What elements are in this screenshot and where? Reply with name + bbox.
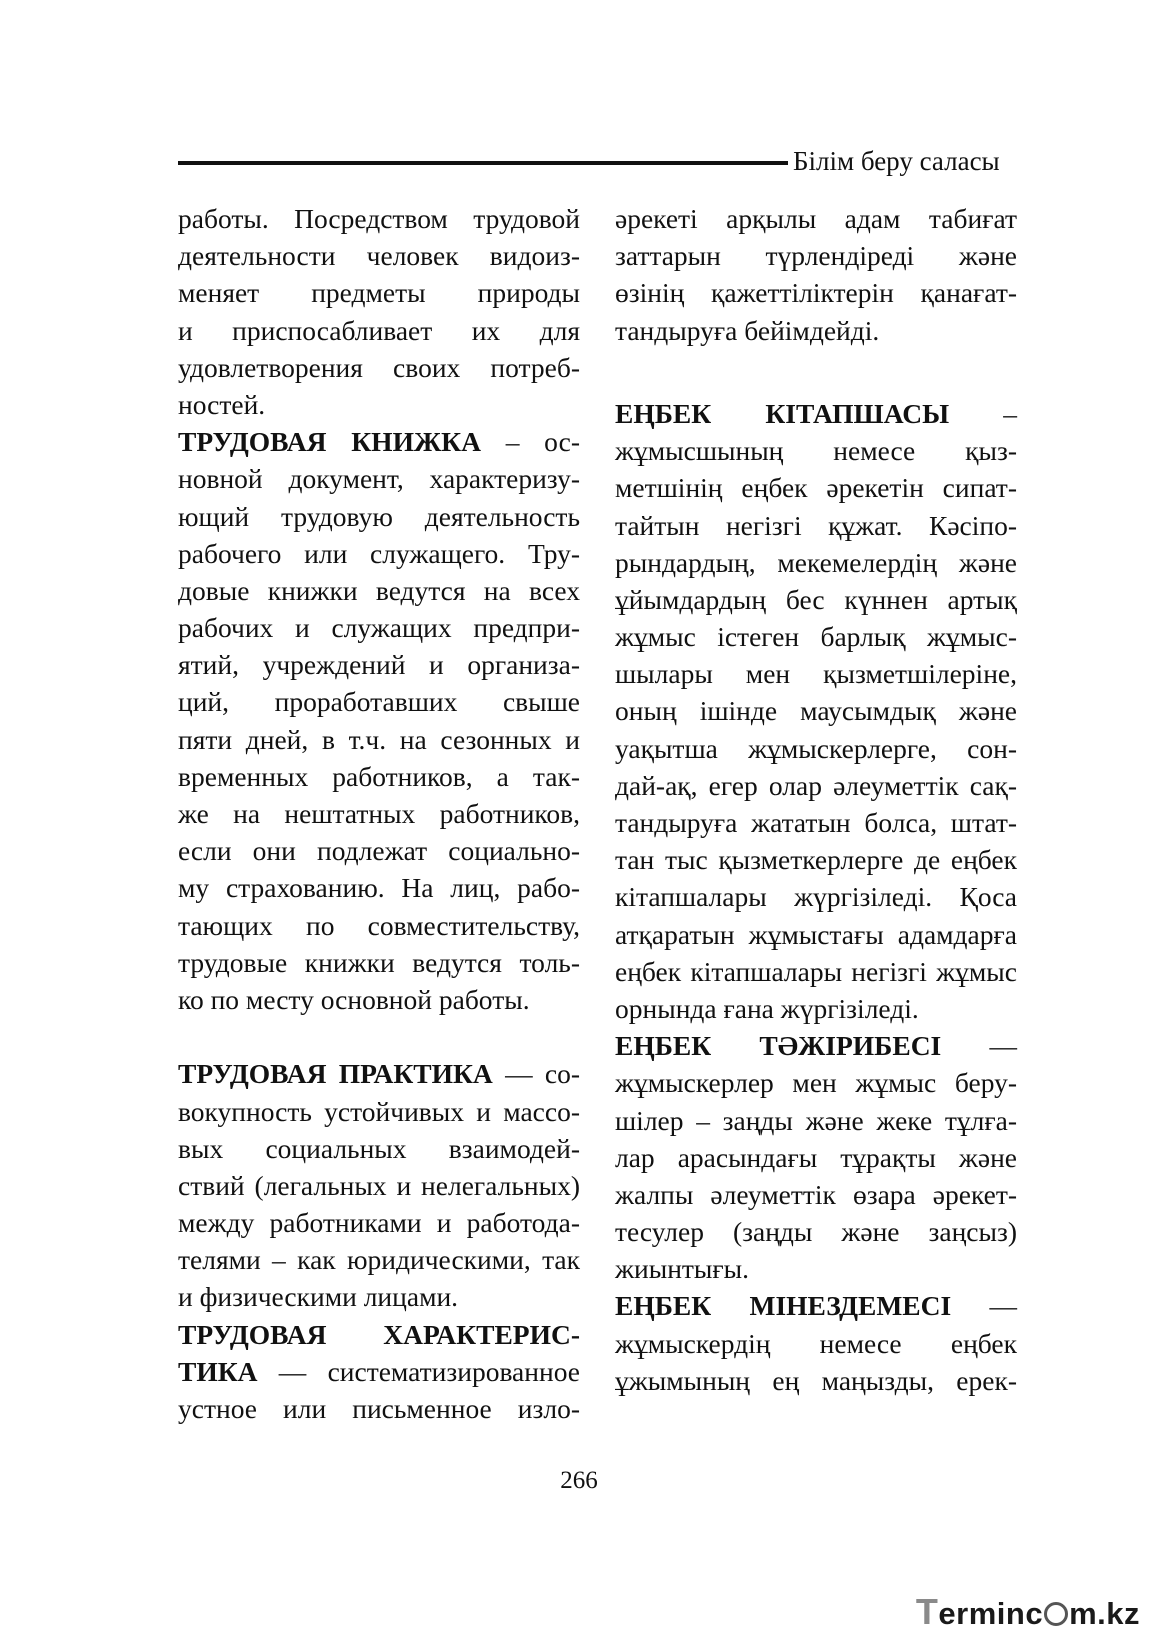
- text-line: заттарын түрлендіреді және: [615, 240, 1017, 272]
- text-line: тающих по совместительству,: [178, 909, 580, 941]
- paragraph-gap: [615, 386, 1017, 395]
- watermark-text-start: erminc: [938, 1596, 1044, 1631]
- text-line: рабочих и служащих предпри-: [178, 612, 580, 644]
- text-line: довые книжки ведутся на всех: [178, 574, 580, 606]
- text-line: новной документ, характеризу-: [178, 463, 580, 495]
- site-watermark: [915, 1591, 1140, 1632]
- entry-heading-line: [178, 1316, 580, 1353]
- text-line: жұмысшының немесе қыз-: [615, 435, 1017, 467]
- text-line: вых социальных взаимодей-: [178, 1132, 580, 1164]
- text-line: ұйымдардың бес күннен артық: [615, 583, 1017, 615]
- left-column-russian: [178, 200, 580, 1427]
- entry-term: ЕҢБЕК КІТАПШАСЫ: [615, 397, 950, 429]
- text-line: ностей.: [178, 388, 266, 420]
- entry-term: ТИКА: [178, 1355, 258, 1387]
- entry-heading-line: [615, 1027, 1017, 1064]
- text-line: удовлетворения своих потреб-: [178, 351, 580, 383]
- right-column-kazakh: [615, 200, 1017, 1399]
- text-line: устное или письменное изло-: [178, 1393, 580, 1424]
- watermark-initial: T: [915, 1591, 939, 1632]
- entry-term: ТРУДОВАЯ ХАРАКТЕРИС-: [178, 1318, 580, 1350]
- text-line: ющий трудовую деятельность: [178, 500, 580, 532]
- text-line: работы. Посредством трудовой: [178, 203, 580, 234]
- text-line: и приспосабливает их для: [178, 314, 580, 346]
- text-line: жиынтығы.: [615, 1253, 750, 1285]
- text-line: деятельности человек видоиз-: [178, 240, 580, 272]
- text-line: ятий, учреждений и организа-: [178, 649, 580, 681]
- watermark-ring-icon: [1044, 1602, 1068, 1626]
- text-line: ций, проработавших свыше: [178, 686, 580, 718]
- text-line: дай-ақ, егер олар әлеуметтік сақ-: [615, 769, 1017, 801]
- text-line: оның ішінде маусымдық және: [615, 695, 1017, 727]
- text-line: тайтын негізгі құжат. Кәсіпо-: [615, 509, 1017, 541]
- entry-term: ЕҢБЕК ТӘЖІРИБЕСІ: [615, 1030, 942, 1062]
- text-line: меняет предметы природы: [178, 277, 580, 309]
- text-line: трудовые книжки ведутся толь-: [178, 946, 580, 978]
- entry-term: ЕҢБЕК МІНЕЗДЕМЕСІ: [615, 1290, 952, 1322]
- text-line: вокупность устойчивых и массо-: [178, 1095, 580, 1127]
- text-line: если они подлежат социально-: [178, 835, 580, 867]
- text-line: ко по месту основной работы.: [178, 983, 530, 1015]
- text-line: өзінің қажеттіліктерін қанағат-: [615, 277, 1017, 309]
- text-line: еңбек кітапшалары негізгі жұмыс: [615, 955, 1017, 987]
- entry-heading-line: [615, 1287, 1017, 1324]
- page-number: 266: [560, 1467, 598, 1494]
- text-line: тандыруға жататын болса, штат-: [615, 807, 1017, 838]
- watermark-text-end: m.kz: [1069, 1596, 1140, 1631]
- text-line: телями – как юридическими, так: [178, 1244, 580, 1276]
- paragraph-gap: [615, 349, 1017, 386]
- text-line: же на нештатных работников,: [178, 798, 580, 829]
- entry-heading-line: [178, 1055, 580, 1092]
- text-line: тандыруға бейімдейді.: [615, 314, 880, 346]
- text-line: ствий (легальных и нелегальных): [178, 1169, 580, 1201]
- text-line: метшінің еңбек әрекетін сипат-: [615, 472, 1017, 504]
- text-line: шілер – заңды және жеке тұлға-: [615, 1104, 1017, 1136]
- entry-definition-start: —: [951, 1290, 1017, 1322]
- text-line: кітапшалары жүргізіледі. Қоса: [615, 881, 1017, 913]
- text-line: тан тыс қызметкерлерге де еңбек: [615, 844, 1017, 876]
- text-line: рабочего или служащего. Тру-: [178, 537, 580, 569]
- text-line: тесулер (заңды және заңсыз): [615, 1216, 1017, 1248]
- text-line: и физическими лицами.: [178, 1281, 459, 1313]
- text-line: жұмыскердің немесе еңбек: [615, 1327, 1017, 1359]
- entry-definition-start: — систематизированное: [257, 1355, 580, 1387]
- header-rule: [178, 161, 788, 165]
- section-title: Білім беру саласы: [793, 146, 1000, 176]
- entry-definition-start: –: [949, 397, 1017, 429]
- entry-heading-line: [615, 395, 1017, 432]
- text-line: жалпы әлеуметтік өзара әрекет-: [615, 1178, 1017, 1210]
- text-line: жұмыскерлер мен жұмыс беру-: [615, 1067, 1017, 1099]
- entry-definition-start: —: [941, 1030, 1017, 1062]
- entry-heading-line: [178, 1353, 580, 1390]
- text-line: шылары мен қызметшілеріне,: [615, 658, 1017, 690]
- entry-term: ТРУДОВАЯ ПРАКТИКА: [178, 1058, 493, 1090]
- entry-term: ТРУДОВАЯ КНИЖКА: [178, 426, 481, 458]
- text-line: временных работников, а так-: [178, 760, 580, 792]
- text-line: атқаратын жұмыстағы адамдарға: [615, 918, 1017, 950]
- text-line: между работниками и работода-: [178, 1207, 580, 1239]
- text-line: му страхованию. На лиц, рабо-: [178, 872, 580, 904]
- text-line: әрекеті арқылы адам табиғат: [615, 203, 1017, 234]
- paragraph-gap: [178, 1018, 580, 1055]
- text-line: ұжымының ең маңызды, ерек-: [615, 1364, 1017, 1396]
- text-line: жұмыс істеген барлық жұмыс-: [615, 621, 1017, 653]
- entry-heading-line: [178, 423, 580, 460]
- entry-definition-start: — со-: [492, 1058, 580, 1090]
- text-line: орнында ғана жүргізіледі.: [615, 992, 919, 1024]
- text-line: уақытша жұмыскерлерге, сон-: [615, 732, 1017, 764]
- text-line: лар арасындағы тұрақты және: [615, 1141, 1017, 1173]
- text-line: пяти дней, в т.ч. на сезонных и: [178, 723, 580, 755]
- text-line: рындардың, мекемелердің және: [615, 546, 1017, 578]
- entry-definition-start: – ос-: [480, 426, 580, 458]
